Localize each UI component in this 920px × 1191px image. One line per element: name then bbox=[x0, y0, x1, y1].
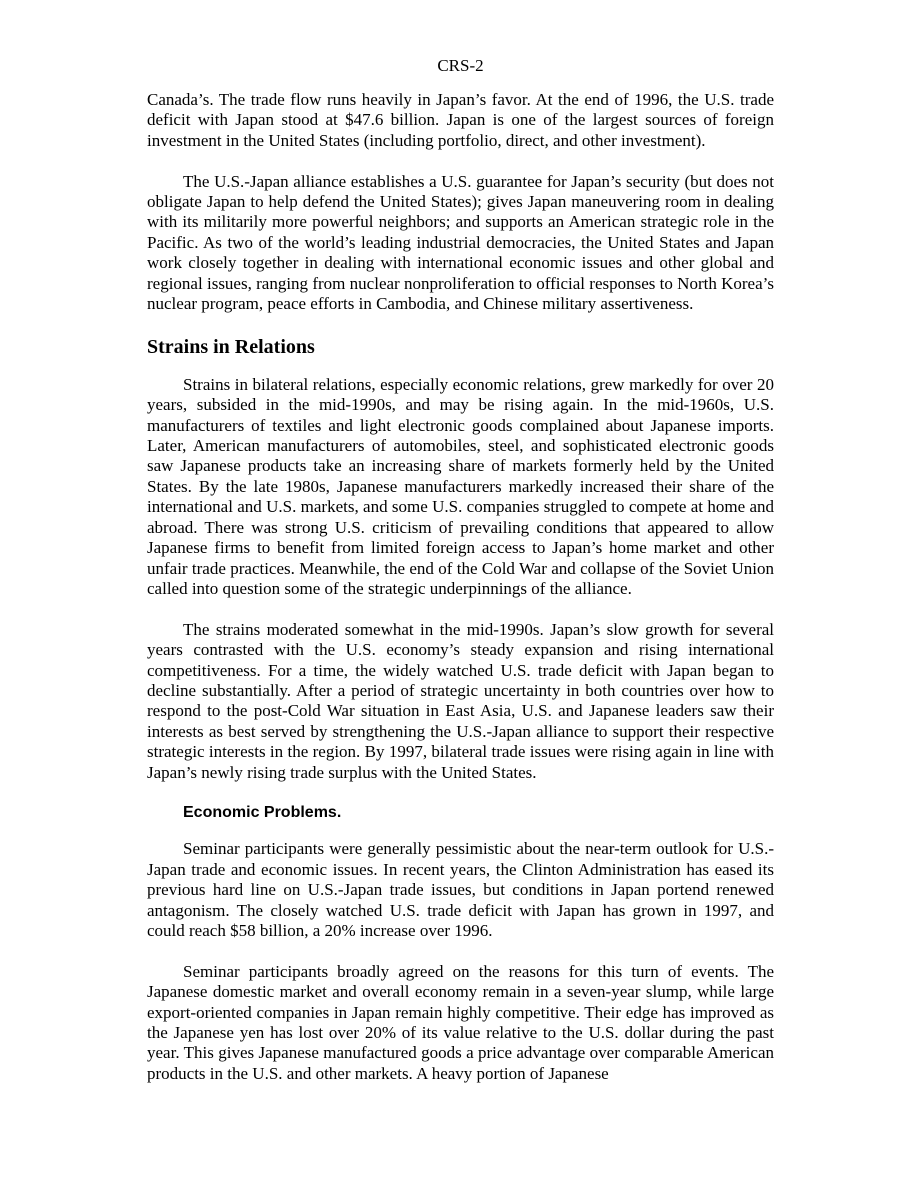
paragraph-alliance: The U.S.-Japan alliance establishes a U.S. guarantee for Japan’s security (but does not obligate Japan to help defend the United States); gives Japan maneuvering room in dealing with its militarily more powerful neighbors; and supports an American strategic role in the Pacific. As two of the world’s leading industrial democracies, the United States and Japan work closely together in dealing with international economic issues and other global and regional issues, ranging from nuclear nonproliferation to official responses to North Korea’s nuclear program, peace efforts in Cambodia, and Chinese military assertiveness. bbox=[147, 171, 774, 314]
paragraph-strains-bilateral: Strains in bilateral relations, especially economic relations, grew markedly for over 20 years, subsided in the mid-1990s, and may be rising again. In the mid-1960s, U.S. manufacturers of textiles and light electronic goods complained about Japanese imports. Later, American manufacturers of automobiles, steel, and sophisticated electronic goods saw Japanese products take an increasing share of markets formerly held by the United States. By the late 1980s, Japanese manufacturers markedly increased their share of the international and U.S. markets, and some U.S. companies struggled to compete at home and abroad. There was strong U.S. criticism of prevailing conditions that appeared to allow Japanese firms to benefit from limited foreign access to Japan’s home market and other unfair trade practices. Meanwhile, the end of the Cold War and collapse of the Soviet Union called into question some of the strategic underpinnings of the alliance. bbox=[147, 374, 774, 598]
paragraph-strains-moderated: The strains moderated somewhat in the mid-1990s. Japan’s slow growth for several years contrasted with the U.S. economy’s steady expansion and rising international competitiveness. For a time, the widely watched U.S. trade deficit with Japan began to decline substantially. After a period of strategic uncertainty in both countries over how to respond to the post-Cold War situation in East Asia, U.S. and Japanese leaders saw their interests as best served by strengthening the U.S.-Japan alliance to support their respective strategic interests in the region. By 1997, bilateral trade issues were rising again in line with Japan’s newly rising trade surplus with the United States. bbox=[147, 619, 774, 782]
paragraph-seminar-reasons: Seminar participants broadly agreed on the reasons for this turn of events. The Japanese domestic market and overall economy remain in a seven-year slump, while large export-oriented companies in Japan remain highly competitive. Their edge has improved as the Japanese yen has lost over 20% of its value relative to the U.S. dollar during the past year. This gives Japanese manufactured goods a price advantage over comparable American products in the U.S. and other markets. A heavy portion of Japanese bbox=[147, 961, 774, 1083]
sub-heading-economic-problems: Economic Problems. bbox=[183, 804, 342, 822]
paragraph-trade-flow: Canada’s. The trade flow runs heavily in Japan’s favor. At the end of 1996, the U.S. trade deficit with Japan stood at $47.6 billion. Japan is one of the largest sources of foreign investment in the United States (including portfolio, direct, and other investment). bbox=[147, 90, 774, 150]
page-header: CRS-2 bbox=[437, 56, 484, 75]
paragraph-seminar-pessimistic: Seminar participants were generally pessimistic about the near-term outlook for U.S.-Japan trade and economic issues. In recent years, the Clinton Administration has eased its previous hard line on U.S.-Japan trade issues, but conditions in Japan portend renewed antagonism. The closely watched U.S. trade deficit with Japan has grown in 1997, and could reach $58 billion, a 20% increase over 1996. bbox=[147, 839, 774, 940]
section-heading-strains: Strains in Relations bbox=[147, 335, 315, 358]
document-page bbox=[147, 55, 774, 1105]
